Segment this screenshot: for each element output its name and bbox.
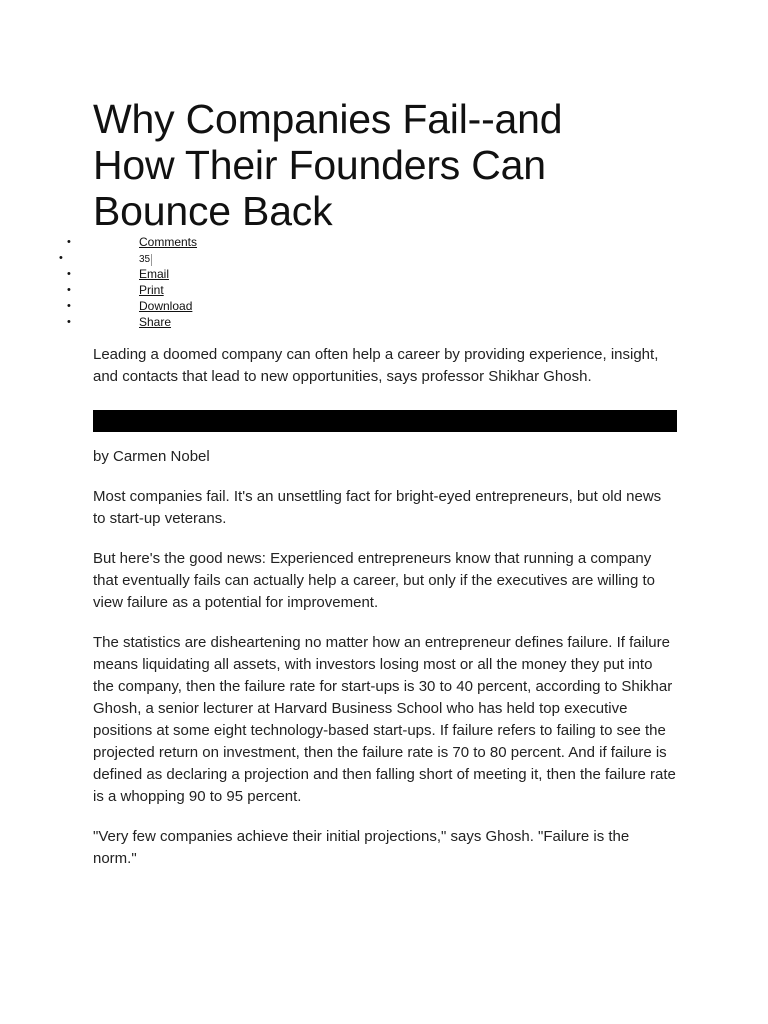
title-line: Bounce Back [93, 188, 333, 234]
comment-count-badge[interactable]: 35 [139, 254, 151, 265]
byline: by Carmen Nobel [93, 448, 210, 465]
article [93, 96, 677, 870]
black-bar [93, 410, 677, 432]
tool-item-comments [93, 234, 677, 250]
article-tools-list [93, 234, 677, 330]
tool-item-download [93, 298, 677, 314]
tool-item-share [93, 314, 677, 330]
body-paragraph: "Very few companies achieve their initial projections," says Ghosh. "Failure is the norm." [93, 828, 630, 867]
body-paragraph: Most companies fail. It's an unsettling fact for bright-eyed entrepreneurs, but old news to start-up veterans. [93, 488, 662, 527]
share-link[interactable]: Share [139, 315, 172, 329]
comments-link[interactable]: Comments [139, 235, 198, 249]
title-line: Why Companies Fail--and [93, 96, 563, 142]
email-link[interactable]: Email [139, 267, 170, 281]
body-paragraph: But here's the good news: Experienced entrepreneurs know that running a company that eventually fails can actually help a career, but only if the executives are willing to view failure as a potential for improvement. [93, 550, 655, 611]
tool-item-comment-count [93, 250, 677, 266]
print-link[interactable]: Print [139, 283, 164, 297]
article-title [93, 96, 677, 234]
download-link[interactable]: Download [139, 299, 193, 313]
tool-item-print [93, 282, 677, 298]
title-line: How Their Founders Can [93, 142, 546, 188]
body-paragraph: The statistics are disheartening no matter how an entrepreneur defines failure. If failure means liquidating all assets, with investors losing most or all the money they put into the company, then the failure rate for start-ups is 30 to 40 percent, according to Shikhar Ghosh, a senior lecturer at Harvard Business School who has held top executive positions at some eight technology-based start-ups. If failure refers to failing to see the projected return on investment, then the failure rate is 70 to 80 percent. And if failure is defined as declaring a projection and then falling short of meeting it, then the failure rate is a whopping 90 to 95 percent. [93, 634, 676, 805]
tool-item-email [93, 266, 677, 282]
article-dek: Leading a doomed company can often help a career by providing experience, insight, and contacts that lead to new opportunities, says professor Shikhar Ghosh. [93, 346, 659, 385]
